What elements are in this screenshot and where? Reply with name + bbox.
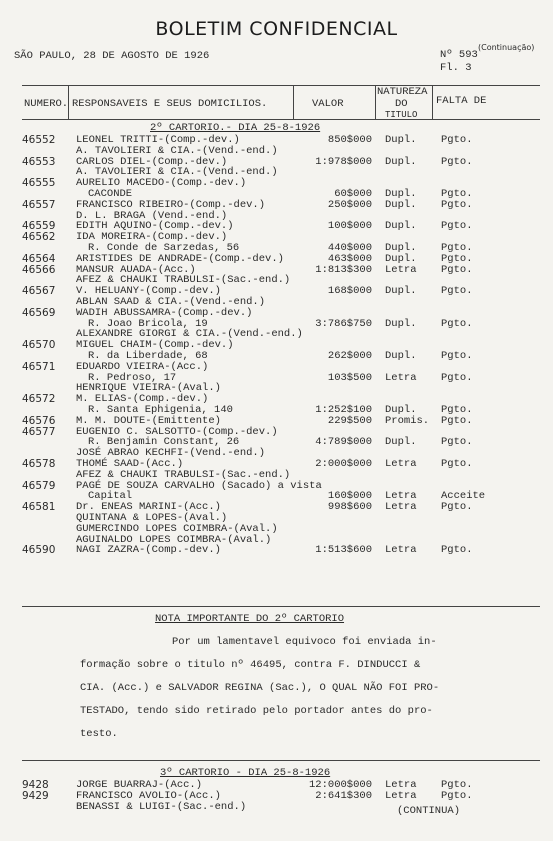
title-value: 3:786$750	[315, 317, 372, 330]
col-divider	[68, 86, 69, 119]
responsible-name: AURELIO MACEDO-(Comp.-dev.)	[76, 177, 247, 190]
section-heading-3-cartorio: 3º CARTORIO - DIA 25-8-1926	[160, 767, 331, 779]
failure-reason: Pgto.	[441, 263, 473, 276]
responsible-detail: AGUINALDO LOPES COIMBRA-(Aval.)	[76, 533, 272, 546]
failure-reason: Pgto.	[441, 317, 473, 330]
title-value: 440$000	[327, 242, 372, 254]
title-value: 998$600	[327, 501, 372, 514]
title-number: 46578	[22, 458, 56, 470]
responsible-detail: Capital	[88, 490, 133, 503]
title-value: 60$000	[334, 188, 372, 200]
responsible-detail: GUMERCINDO LOPES COIMBRA-(Aval.)	[76, 522, 278, 535]
title-nature: Dupl.	[385, 155, 417, 168]
responsible-detail: JOSÉ ABRAO KECHFI-(Vend.-end.)	[76, 447, 266, 460]
city-date: SÃO PAULO, 28 DE AGOSTO DE 1926	[14, 50, 210, 62]
responsible-detail: BENASSI & LUIGI-(Sac.-end.)	[76, 800, 247, 813]
responsible-name: LEONEL TRITTI-(Comp.-dev.)	[76, 134, 240, 146]
responsible-detail: R. Santa Ephigenia, 140	[88, 404, 233, 416]
title-nature: Dupl.	[385, 350, 417, 362]
responsible-detail: HENRIQUE VIEIRA-(Aval.)	[76, 382, 221, 395]
responsible-name: IDA MOREIRA-(Comp.-dev.)	[76, 231, 228, 244]
col-header-natureza-2: DO	[395, 98, 408, 110]
responsible-detail: AFEZ & CHAUKI TRABULSI-(Sac.-end.)	[76, 468, 291, 481]
title-number: 46557	[22, 198, 56, 211]
responsible-name: FRANCISCO RIBEIRO-(Comp.-dev.)	[76, 198, 266, 211]
title-nature: Letra	[385, 371, 417, 384]
responsible-detail: QUINTANA & LOPES-(Aval.)	[76, 512, 228, 524]
title-nature: Dupl.	[385, 436, 417, 449]
title-number: 46579	[22, 479, 56, 492]
title-nature: Dupl.	[385, 198, 417, 211]
title-number: 46590	[22, 544, 56, 557]
responsible-detail: D. L. BRAGA (Vend.-end.)	[76, 209, 228, 222]
title-value: 850$000	[327, 134, 372, 146]
col-divider	[375, 86, 376, 119]
table-top-rule	[22, 85, 540, 86]
note-line: Por um lamentavel equivoco foi enviada in-	[172, 636, 437, 648]
title-nature: Promis.	[385, 414, 430, 427]
responsible-detail: CACONDE	[88, 188, 133, 200]
responsible-name: EUGENIO C. SALSOTTO-(Comp.-dev.)	[76, 425, 278, 438]
title-value: 2:000$000	[315, 458, 372, 470]
responsible-name: MIGUEL CHAIM-(Comp.-dev.)	[76, 339, 234, 352]
responsible-detail: ALEXANDRE GIORGI & CIA.-(Vend.-end.)	[76, 328, 303, 341]
title-number: 46581	[22, 501, 56, 514]
section-rule	[22, 760, 540, 761]
failure-reason: Pgto.	[441, 501, 473, 514]
title-number: 46572	[22, 393, 56, 406]
title-number: 46566	[22, 263, 56, 276]
title-value: 1:252$100	[315, 404, 372, 416]
responsible-detail: AFEZ & CHAUKI TRABULSI-(Sac.-end.)	[76, 274, 291, 287]
failure-reason: Pgto.	[441, 285, 473, 298]
title-value: 4:789$000	[315, 436, 372, 449]
col-divider	[432, 86, 433, 119]
col-divider	[293, 86, 294, 119]
title-nature: Letra	[385, 544, 417, 557]
failure-reason: Pgto.	[441, 198, 473, 211]
title-number: 46555	[22, 177, 56, 190]
title-nature: Dupl.	[385, 188, 417, 200]
responsible-detail: A. TAVOLIERI & CIA.-(Vend.-end.)	[76, 166, 278, 179]
title-number: 46553	[22, 155, 56, 168]
responsible-name: EDITH AQUINO-(Comp.-dev.)	[76, 220, 234, 233]
responsible-name: M. M. DOUTE-(Emittente)	[76, 414, 221, 427]
responsible-name: ARISTIDES DE ANDRADE-(Comp.-dev.)	[76, 252, 284, 265]
note-line: testo.	[80, 728, 118, 740]
document-title: BOLETIM CONFIDENCIAL	[155, 18, 398, 40]
title-nature: Letra	[385, 458, 417, 470]
title-number: 46559	[22, 220, 56, 233]
title-nature: Letra	[385, 779, 417, 791]
failure-reason: Pgto.	[441, 371, 473, 384]
responsible-name: NAGI ZAZRA-(Comp.-dev.)	[76, 544, 221, 557]
col-header-natureza-3: TITULO	[385, 110, 418, 120]
responsible-name: V. HELUANY-(Comp.-dev.)	[76, 285, 221, 298]
failure-reason: Pgto.	[441, 404, 473, 416]
failure-reason: Pgto.	[441, 458, 473, 470]
title-number: 46570	[22, 339, 56, 352]
responsible-name: FRANCISCO AVOLIO-(Acc.)	[76, 789, 221, 802]
col-header-valor: VALOR	[312, 98, 344, 110]
failure-reason: Pgto.	[441, 789, 473, 802]
title-nature: Dupl.	[385, 317, 417, 330]
responsible-detail: R. Pedroso, 17	[88, 371, 177, 384]
title-value: 262$000	[327, 350, 372, 362]
responsible-name: PAGÉ DE SOUZA CARVALHO (Sacado) a vista	[76, 479, 322, 492]
responsible-detail: ABLAN SAAD & CIA.-(Vend.-end.)	[76, 296, 266, 308]
title-nature: Dupl.	[385, 285, 417, 298]
failure-reason: Pgto.	[441, 220, 473, 233]
title-nature: Letra	[385, 789, 417, 802]
title-number: 46562	[22, 231, 56, 244]
title-value: 103$500	[327, 371, 372, 384]
table-header-rule	[22, 119, 540, 120]
sheet-number: Fl. 3	[440, 62, 472, 74]
title-value: 1:813$300	[315, 263, 372, 276]
failure-reason: Pgto.	[441, 779, 473, 791]
title-value: 12:000$000	[308, 779, 372, 791]
title-value: 160$000	[327, 490, 372, 503]
title-number: 46576	[22, 414, 56, 427]
failure-reason: Pgto.	[441, 544, 473, 557]
failure-reason: Pgto.	[441, 242, 473, 254]
responsible-name: WADIH ABUSSAMRA-(Comp.-dev.)	[76, 306, 253, 319]
title-nature: Letra	[385, 263, 417, 276]
section-rule	[22, 606, 540, 607]
title-value: 463$000	[327, 252, 372, 265]
title-nature: Dupl.	[385, 220, 417, 233]
responsible-name: CARLOS DIEL-(Comp.-dev.)	[76, 155, 228, 168]
section-heading-2-cartorio: 2º CARTORIO.- DIA 25-8-1926	[150, 122, 321, 134]
bulletin-number: Nº 593	[440, 49, 478, 61]
title-number: 46564	[22, 252, 56, 265]
responsible-detail: R. Conde de Sarzedas, 56	[88, 242, 240, 254]
note-line: formação sobre o titulo nº 46495, contra F. DINDUCCI &	[80, 659, 421, 671]
title-number: 9428	[22, 779, 49, 791]
col-header-responsaveis: RESPONSAVEIS E SEUS DOMICILIOS.	[72, 98, 268, 110]
title-value: 168$000	[327, 285, 372, 298]
failure-reason: Pgto.	[441, 414, 473, 427]
col-header-natureza-1: NATUREZA	[377, 86, 428, 98]
responsible-name: M. ELIAS-(Comp.-dev.)	[76, 393, 209, 406]
title-value: 100$000	[327, 220, 372, 233]
title-value: 2:641$300	[315, 789, 372, 802]
col-header-numero: NUMERO.	[24, 98, 69, 110]
title-value: 1:513$600	[315, 544, 372, 557]
col-header-falta: FALTA DE	[436, 95, 487, 107]
continuation-label: (Continuação)	[478, 43, 535, 52]
responsible-name: JORGE BUARRAJ-(Acc.)	[76, 779, 203, 791]
failure-reason: Pgto.	[441, 350, 473, 362]
title-value: 229$500	[327, 414, 372, 427]
note-line: CIA. (Acc.) e SALVADOR REGINA (Sac.), O QUAL NÃO FOI PRO-	[80, 682, 440, 694]
failure-reason: Pgto.	[441, 134, 473, 146]
title-number: 46567	[22, 285, 56, 298]
title-number: 46571	[22, 360, 56, 373]
failure-reason: Pgto.	[441, 155, 473, 168]
title-value: 250$000	[327, 198, 372, 211]
responsible-detail: R. Benjamin Constant, 26	[88, 436, 240, 449]
responsible-detail: R. Joao Bricola, 19	[88, 317, 208, 330]
title-number: 46552	[22, 134, 56, 146]
failure-reason: Pgto.	[441, 252, 473, 265]
responsible-name: EDUARDO VIEIRA-(Acc.)	[76, 360, 209, 373]
title-nature: Dupl.	[385, 134, 417, 146]
title-value: 1:978$000	[315, 155, 372, 168]
title-number: 9429	[22, 789, 49, 802]
note-line: TESTADO, tendo sido retirado pelo portador antes do pro-	[80, 705, 433, 717]
title-nature: Letra	[385, 490, 417, 503]
responsible-detail: R. da Liberdade, 68	[88, 350, 208, 362]
responsible-name: THOMÉ SAAD-(Acc.)	[76, 458, 184, 470]
note-heading: NOTA IMPORTANTE DO 2º CARTORIO	[155, 613, 345, 625]
title-nature: Letra	[385, 501, 417, 514]
title-number: 46569	[22, 306, 56, 319]
title-nature: Dupl.	[385, 242, 417, 254]
failure-reason: Acceite	[441, 490, 486, 503]
responsible-name: Dr. ENEAS MARINI-(Acc.)	[76, 501, 221, 514]
responsible-name: MANSUR AUADA-(Acc.)	[76, 263, 196, 276]
continua-label: (CONTINUA)	[397, 805, 461, 817]
title-nature: Dupl.	[385, 252, 417, 265]
title-nature: Dupl.	[385, 404, 417, 416]
title-number: 46577	[22, 425, 56, 438]
failure-reason: Pgto.	[441, 188, 473, 200]
failure-reason: Pgto.	[441, 436, 473, 449]
responsible-detail: A. TAVOLIERI & CIA.-(Vend.-end.)	[76, 144, 278, 157]
